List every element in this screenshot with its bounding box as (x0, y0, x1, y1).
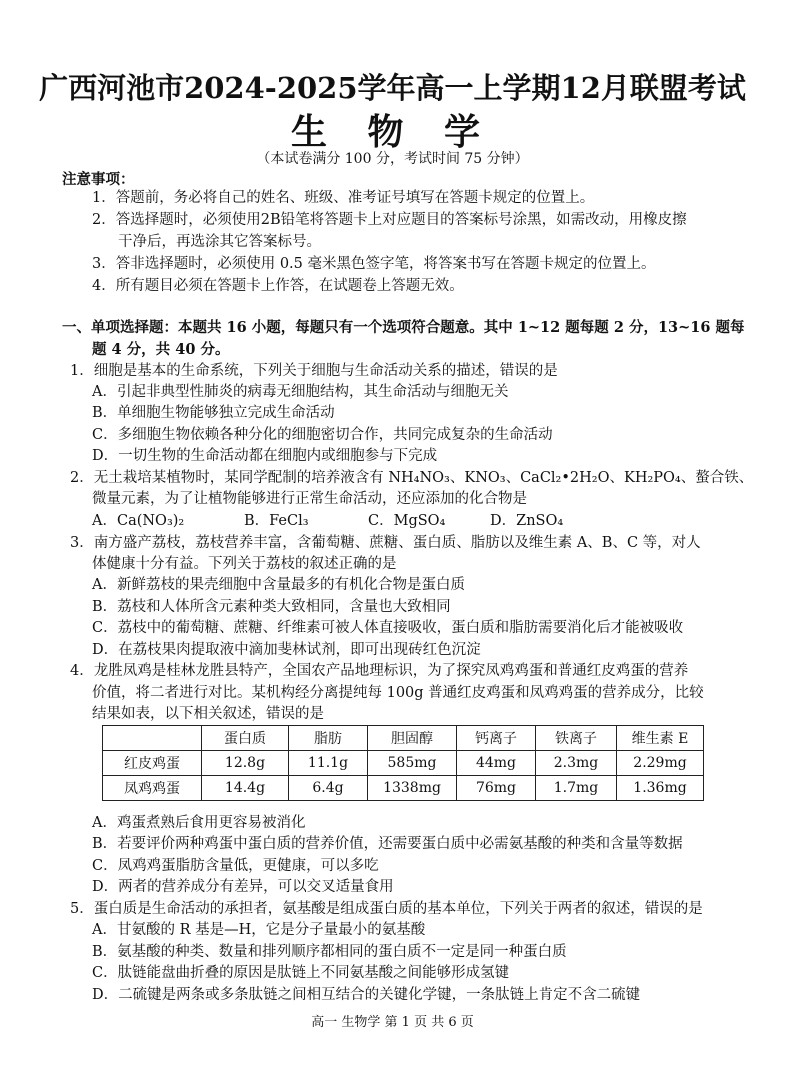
table-cell: 凤鸡鸡蛋 (103, 776, 202, 801)
option-c: C．MgSO₄ (368, 513, 446, 529)
option-c: C．多细胞生物依赖各种分化的细胞密切合作，共同完成复杂的生命活动 (92, 427, 553, 443)
question-stem: 体健康十分有益。下列关于荔枝的叙述正确的是 (92, 556, 397, 572)
option-d: D．二硫键是两条或多条肽链之间相互结合的关键化学键，一条肽链上肯定不含二硫键 (92, 987, 641, 1003)
note-item: 1．答题前，务必将自己的姓名、班级、准考证号填写在答题卡规定的位置上。 (92, 190, 595, 206)
table-header-cell (103, 726, 202, 751)
table-cell: 2.3mg (536, 751, 617, 776)
option-d: D．一切生物的生命活动都在细胞内或细胞参与下完成 (92, 448, 438, 464)
note-item: 4．所有题目必须在答题卡上作答，在试题卷上答题无效。 (92, 278, 464, 294)
question-stem: 2．无土栽培某植物时，某同学配制的培养液含有 NH₄NO₃、KNO₃、CaCl₂•2H₂O、KH₂PO₄、螯合铁、 (70, 470, 754, 486)
question-stem: 价值，将二者进行对比。某机构经分离提纯每 100g 普通红皮鸡蛋和凤鸡鸡蛋的营养成分，比较 (92, 685, 704, 701)
option-b: B．荔枝和人体所含元素种类大致相同，含量也大致相同 (92, 599, 451, 615)
table-header-cell: 胆固醇 (368, 726, 457, 751)
table-row (103, 751, 704, 776)
exam-title: 广西河池市2024-2025学年高一上学期12月联盟考试 (39, 71, 746, 105)
question-stem: 4．龙胜凤鸡是桂林龙胜县特产，全国农产品地理标识，为了探究凤鸡鸡蛋和普通红皮鸡蛋的营养 (70, 663, 689, 679)
option-d: D．ZnSO₄ (490, 513, 564, 529)
option-b: B．单细胞生物能够独立完成生命活动 (92, 405, 335, 421)
question-stem: 5．蛋白质是生命活动的承担者，氨基酸是组成蛋白质的基本单位，下列关于两者的叙述，错误的是 (70, 901, 703, 917)
notes-heading: 注意事项： (62, 171, 135, 188)
subject-title: 生 物 学 (290, 111, 495, 153)
question-stem: 微量元素，为了让植物能够进行正常生命活动，还应添加的化合物是 (92, 491, 527, 507)
page-footer: 高一 生物学 第 1 页 共 6 页 (311, 1015, 474, 1030)
option-b: B．氨基酸的种类、数量和排列顺序都相同的蛋白质不一定是同一种蛋白质 (92, 944, 567, 960)
option-a: A．新鲜荔枝的果壳细胞中含量最多的有机化合物是蛋白质 (92, 577, 465, 593)
option-a: A．甘氨酸的 R 基是—H，它是分子量最小的氨基酸 (92, 922, 426, 938)
table-cell: 14.4g (202, 776, 289, 801)
table-header-cell: 钙离子 (457, 726, 536, 751)
question-stem: 1．细胞是基本的生命系统，下列关于细胞与生命活动关系的描述，错误的是 (70, 363, 558, 379)
option-a: A．引起非典型性肺炎的病毒无细胞结构，其生命活动与细胞无关 (92, 384, 509, 400)
table-row (103, 776, 704, 801)
table-cell: 1.36mg (617, 776, 704, 801)
nutrition-table (102, 725, 704, 801)
option-c: C．荔枝中的葡萄糖、蔗糖、纤维素可被人体直接吸收，蛋白质和脂肪需要消化后才能被吸收 (92, 620, 684, 636)
table-cell: 红皮鸡蛋 (103, 751, 202, 776)
question-stem: 3．南方盛产荔枝，荔枝营养丰富，含葡萄糖、蔗糖、蛋白质、脂肪以及维生素 A、B、C 等，对人 (70, 535, 701, 551)
table-cell: 6.4g (289, 776, 368, 801)
table-cell: 11.1g (289, 751, 368, 776)
table-cell: 76mg (457, 776, 536, 801)
section-heading: 一、单项选择题：本题共 16 小题，每题只有一个选项符合题意。其中 1~12 题每题 2 分，13~16 题每 (62, 319, 745, 336)
table-cell: 1338mg (368, 776, 457, 801)
option-d: D．在荔枝果肉提取液中滴加斐林试剂，即可出现砖红色沉淀 (92, 642, 481, 658)
table-cell: 12.8g (202, 751, 289, 776)
table-header-cell: 铁离子 (536, 726, 617, 751)
question-stem: 结果如表，以下相关叙述，错误的是 (92, 706, 324, 722)
table-cell: 44mg (457, 751, 536, 776)
exam-info: （本试卷满分 100 分，考试时间 75 分钟） (256, 151, 529, 167)
table-cell: 1.7mg (536, 776, 617, 801)
option-c: C．凤鸡鸡蛋脂肪含量低，更健康，可以多吃 (92, 858, 379, 874)
table-header-cell: 蛋白质 (202, 726, 289, 751)
section-heading: 题 4 分，共 40 分。 (92, 341, 230, 358)
table-header-cell: 脂肪 (289, 726, 368, 751)
note-item: 2．答选择题时，必须使用2B铅笔将答题卡上对应题目的答案标号涂黑，如需改动，用橡皮擦 (92, 212, 687, 228)
note-item: 干净后，再选涂其它答案标号。 (118, 234, 321, 250)
option-a: A．Ca(NO₃)₂ (92, 513, 185, 529)
note-item: 3．答非选择题时，必须使用 0.5 毫米黑色签字笔，将答案书写在答题卡规定的位置上。 (92, 256, 656, 272)
option-d: D．两者的营养成分有差异，可以交叉适量食用 (92, 879, 394, 895)
table-cell: 585mg (368, 751, 457, 776)
table-cell: 2.29mg (617, 751, 704, 776)
option-b: B．FeCl₃ (244, 513, 309, 529)
option-b: B．若要评价两种鸡蛋中蛋白质的营养价值，还需要蛋白质中必需氨基酸的种类和含量等数据 (92, 836, 683, 852)
table-header-cell: 维生素 E (617, 726, 704, 751)
option-a: A．鸡蛋煮熟后食用更容易被消化 (92, 815, 306, 831)
table-header-row (103, 726, 704, 751)
option-c: C．肽链能盘曲折叠的原因是肽链上不同氨基酸之间能够形成氢键 (92, 965, 510, 981)
